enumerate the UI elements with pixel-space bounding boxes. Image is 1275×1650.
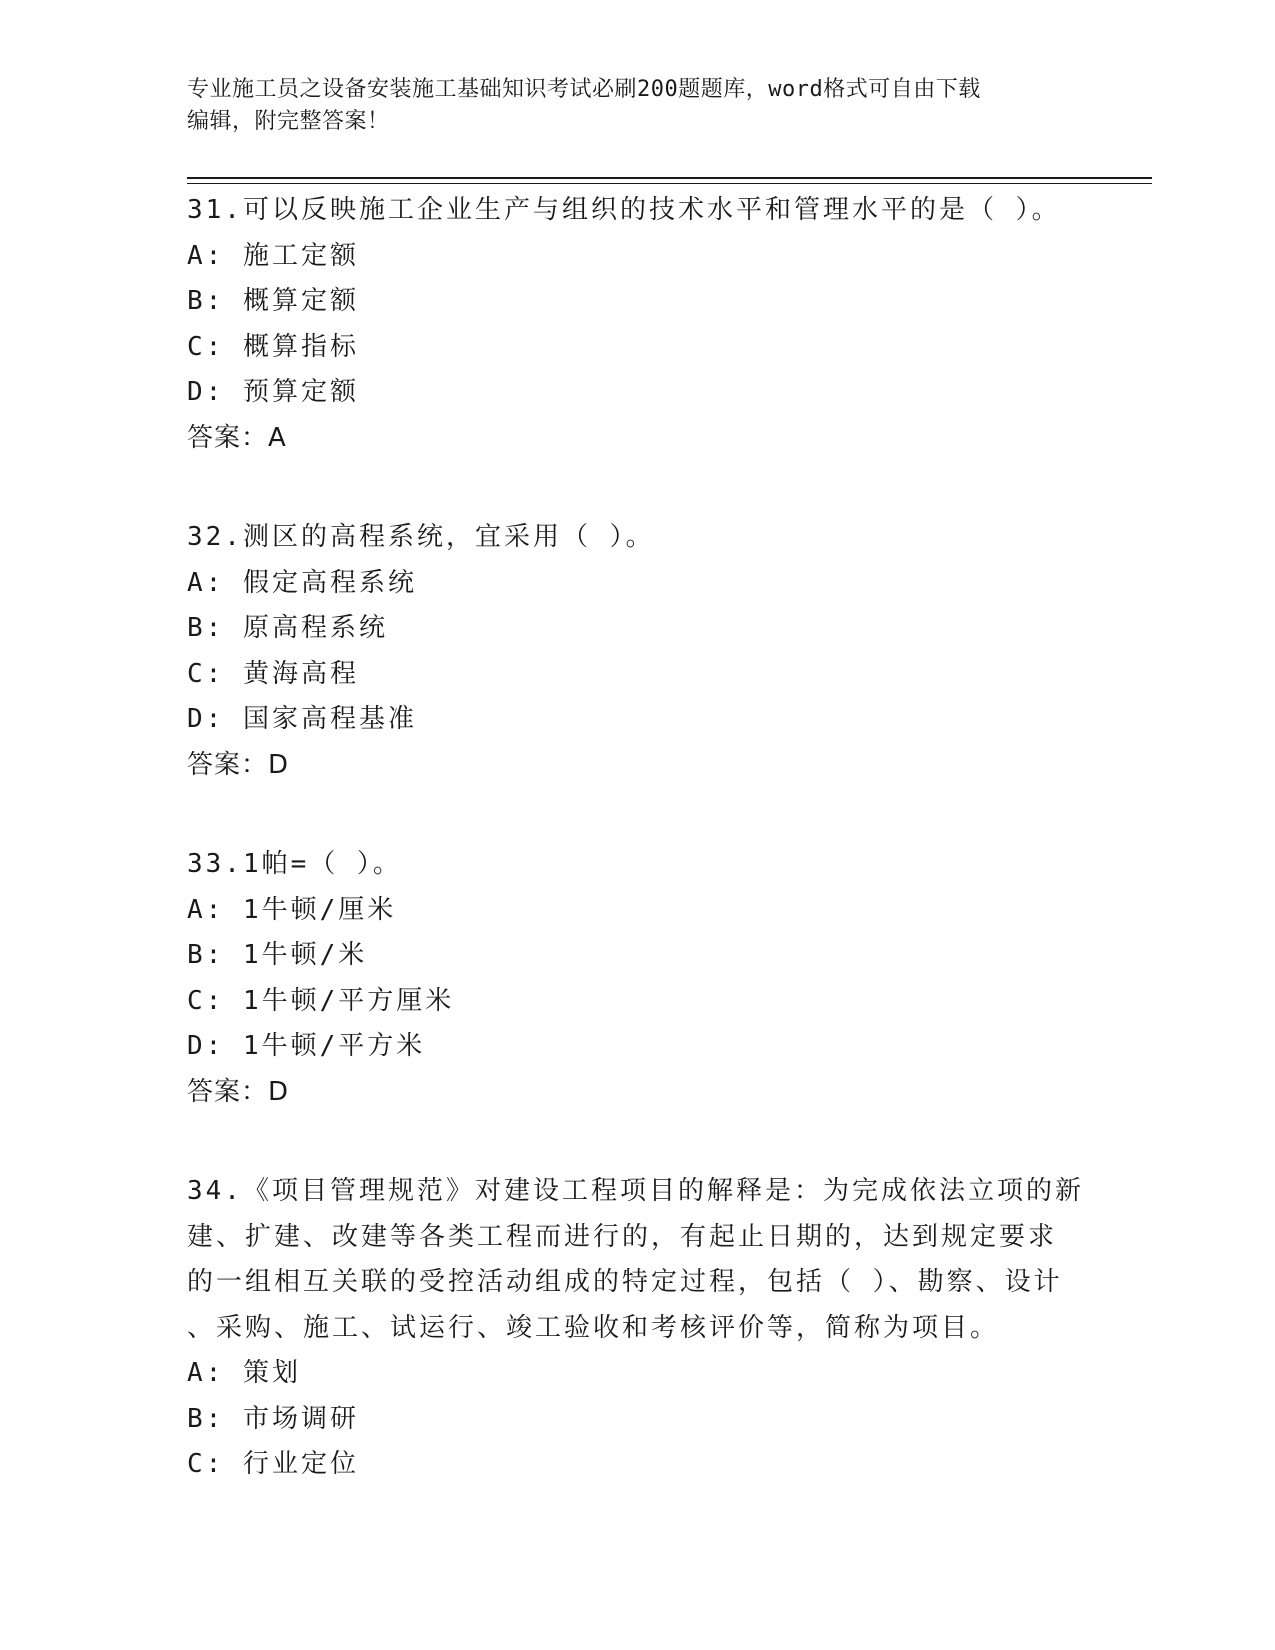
option-key: C: — [187, 658, 225, 689]
option-text: 概算定额 — [242, 286, 359, 316]
option-text: 概算指标 — [242, 331, 359, 362]
option-key: B: — [187, 940, 225, 970]
question-text — [187, 1169, 1087, 1351]
option-key: C: — [187, 331, 225, 362]
answer-label: 答案： — [187, 749, 269, 780]
option-text: 1牛顿/平方米 — [242, 1031, 426, 1061]
question-stem: 测区的高程系统，宜采用（ ）。 — [242, 522, 655, 552]
option-text: 预算定额 — [242, 377, 359, 407]
option-text: 假定高程系统 — [242, 567, 417, 598]
option-key: A: — [187, 240, 225, 271]
header-divider-thin — [187, 183, 1152, 184]
answer-value: D — [268, 749, 290, 780]
option-text: 原高程系统 — [242, 613, 388, 643]
option-key: B: — [187, 1403, 225, 1434]
option-a — [187, 234, 1087, 280]
option-text: 市场调研 — [242, 1403, 359, 1434]
option-key: C: — [187, 1449, 225, 1479]
question-number: 33. — [187, 849, 243, 879]
question-number: 31. — [187, 195, 243, 225]
answer-line — [187, 416, 1087, 462]
option-key: A: — [187, 894, 225, 925]
option-d — [187, 370, 1087, 416]
option-a — [187, 1351, 1087, 1397]
question-stem: 1帕=（ ）。 — [242, 849, 402, 879]
question-31 — [187, 188, 1087, 461]
option-b — [187, 279, 1087, 325]
option-b — [187, 606, 1087, 652]
option-key: D: — [187, 377, 225, 407]
option-c — [187, 325, 1087, 371]
option-key: D: — [187, 704, 225, 734]
document-header — [187, 74, 1067, 138]
question-list — [187, 188, 1087, 1542]
option-key: A: — [187, 567, 225, 598]
option-c — [187, 979, 1087, 1025]
option-text: 行业定位 — [242, 1449, 359, 1479]
option-text: 1牛顿/厘米 — [242, 894, 397, 925]
header-line-2: 编辑，附完整答案！ — [187, 109, 390, 134]
header-divider-thick — [187, 177, 1152, 179]
question-34 — [187, 1169, 1087, 1488]
option-d — [187, 1024, 1087, 1070]
option-key: B: — [187, 286, 225, 316]
question-stem-line-4: 、采购、施工、试运行、竣工验收和考核评价等，简称为项目。 — [187, 1312, 1000, 1343]
option-a — [187, 561, 1087, 607]
option-text: 1牛顿/平方厘米 — [242, 985, 455, 1016]
question-stem-line-3: 的一组相互关联的受控活动组成的特定过程，包括（ ）、勘察、设计 — [187, 1267, 1063, 1297]
option-text: 黄海高程 — [242, 658, 359, 689]
option-text: 施工定额 — [242, 240, 359, 271]
question-text — [187, 515, 1087, 561]
question-text — [187, 842, 1087, 888]
answer-label: 答案： — [187, 1076, 269, 1107]
question-number: 32. — [187, 522, 243, 552]
header-line-1: 专业施工员之设备安装施工基础知识考试必刷200题题库，word格式可自由下载 — [187, 77, 981, 102]
option-key: A: — [187, 1358, 225, 1388]
option-d — [187, 697, 1087, 743]
option-text: 策划 — [242, 1358, 301, 1388]
option-b — [187, 1397, 1087, 1443]
option-key: C: — [187, 985, 225, 1016]
question-number: 34. — [187, 1176, 243, 1206]
question-stem: 可以反映施工企业生产与组织的技术水平和管理水平的是（ ）。 — [242, 195, 1061, 225]
option-b — [187, 933, 1087, 979]
question-stem-line-1: 34.《项目管理规范》对建设工程项目的解释是：为完成依法立项的新 — [187, 1176, 1084, 1206]
option-a — [187, 888, 1087, 934]
answer-label: 答案： — [187, 422, 269, 453]
option-text: 国家高程基准 — [242, 704, 417, 734]
option-text: 1牛顿/米 — [242, 940, 368, 970]
answer-line — [187, 1070, 1087, 1116]
question-33 — [187, 842, 1087, 1115]
answer-value: A — [268, 422, 287, 453]
answer-value: D — [268, 1076, 290, 1107]
option-key: B: — [187, 613, 225, 643]
question-stem-line-2: 建、扩建、改建等各类工程而进行的，有起止日期的，达到规定要求 — [187, 1221, 1058, 1252]
answer-line — [187, 743, 1087, 789]
question-32 — [187, 515, 1087, 788]
option-c — [187, 652, 1087, 698]
option-key: D: — [187, 1031, 225, 1061]
question-text — [187, 188, 1087, 234]
option-c — [187, 1442, 1087, 1488]
